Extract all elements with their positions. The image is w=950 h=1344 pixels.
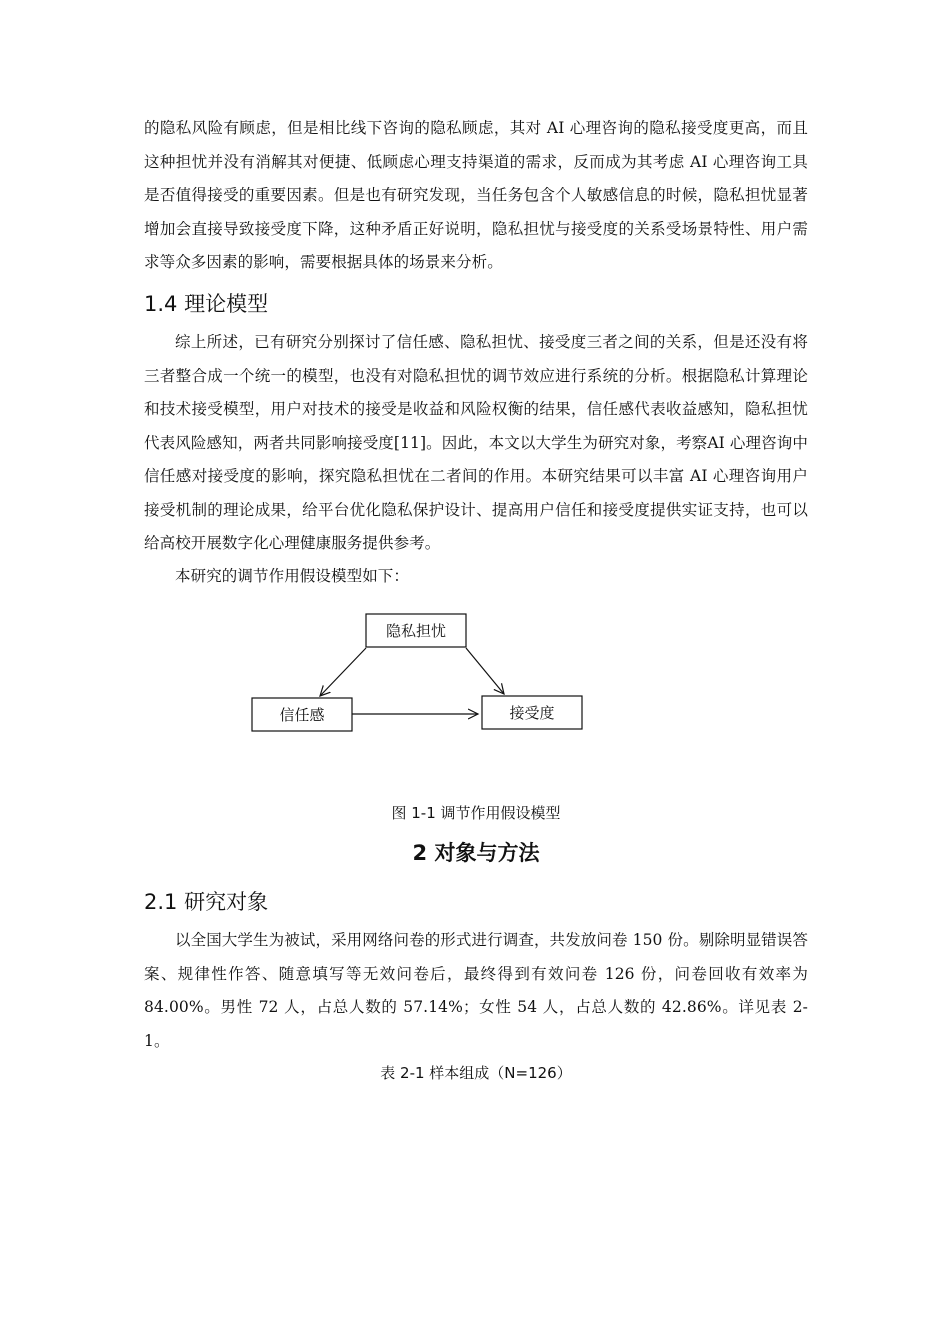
paragraph-theoretical-model: 综上所述，已有研究分别探讨了信任感、隐私担忧、接受度三者之间的关系，但是还没有将三者整合成一个统一的模型，也没有对隐私担忧的调节效应进行系统的分析。根据隐私计算理论和技术接受模型，用户对技术的接受是收益和风险权衡的结果，信任感代表收益感知，隐私担忧代表风险感知，两者共同影响接受度[11]。因此，本文以大学生为研究对象，考察AI 心理咨询中信任感对接受度的影响，探究隐私担忧在二者间的作用。本研究结果可以丰富 AI 心理咨询用户接受机制的理论成果，给平台优化隐私保护设计、提高用户信任和接受度提供实证支持，也可以给高校开展数字化心理健康服务提供参考。 xyxy=(144,333,808,552)
moderation-model-figure xyxy=(144,612,808,798)
acceptance-label: 接受度 xyxy=(509,704,555,722)
paragraph-privacy-discussion: 的隐私风险有顾虑，但是相比线下咨询的隐私顾虑，其对 AI 心理咨询的隐私接受度更高，而且这种担忧并没有消解其对便捷、低顾虑心理支持渠道的需求，反而成为其考虑 AI 心理咨询工具是否值得接受的重要因素。但是也有研究发现，当任务包含个人敏感信息的时候，隐私担忧显著增加会直接导致接受度下降，这种矛盾正好说明，隐私担忧与接受度的关系受场景特性、用户需求等众多因素的影响，需要根据具体的场景来分析。 xyxy=(144,119,808,271)
paragraph-model-intro: 本研究的调节作用假设模型如下： xyxy=(175,567,410,585)
trust-label: 信任感 xyxy=(279,706,325,724)
section-heading-1-4: 1.4 理论模型 xyxy=(144,292,269,316)
table-caption: 表 2-1 样本组成（N=126） xyxy=(380,1064,572,1082)
section-heading-2-1: 2.1 研究对象 xyxy=(144,890,269,914)
document-page xyxy=(144,112,808,1088)
privacy-concern-label: 隐私担忧 xyxy=(385,622,447,640)
arrow-privacy-to-trust xyxy=(320,648,366,696)
chapter-heading-2: 2 对象与方法 xyxy=(412,841,540,865)
paragraph-research-subjects: 以全国大学生为被试，采用网络问卷的形式进行调查，共发放问卷 150 份。剔除明显错误答案、规律性作答、随意填写等无效问卷后，最终得到有效问卷 126 份，问卷回收有效率为 84.00%。男性 72 人，占总人数的 57.14%；女性 54 人，占总人数的 42.86%。详见表 2-1。 xyxy=(144,931,808,1050)
figure-caption: 图 1-1 调节作用假设模型 xyxy=(391,804,561,822)
arrow-privacy-to-acceptance xyxy=(466,648,504,694)
moderation-model-diagram xyxy=(144,612,808,798)
